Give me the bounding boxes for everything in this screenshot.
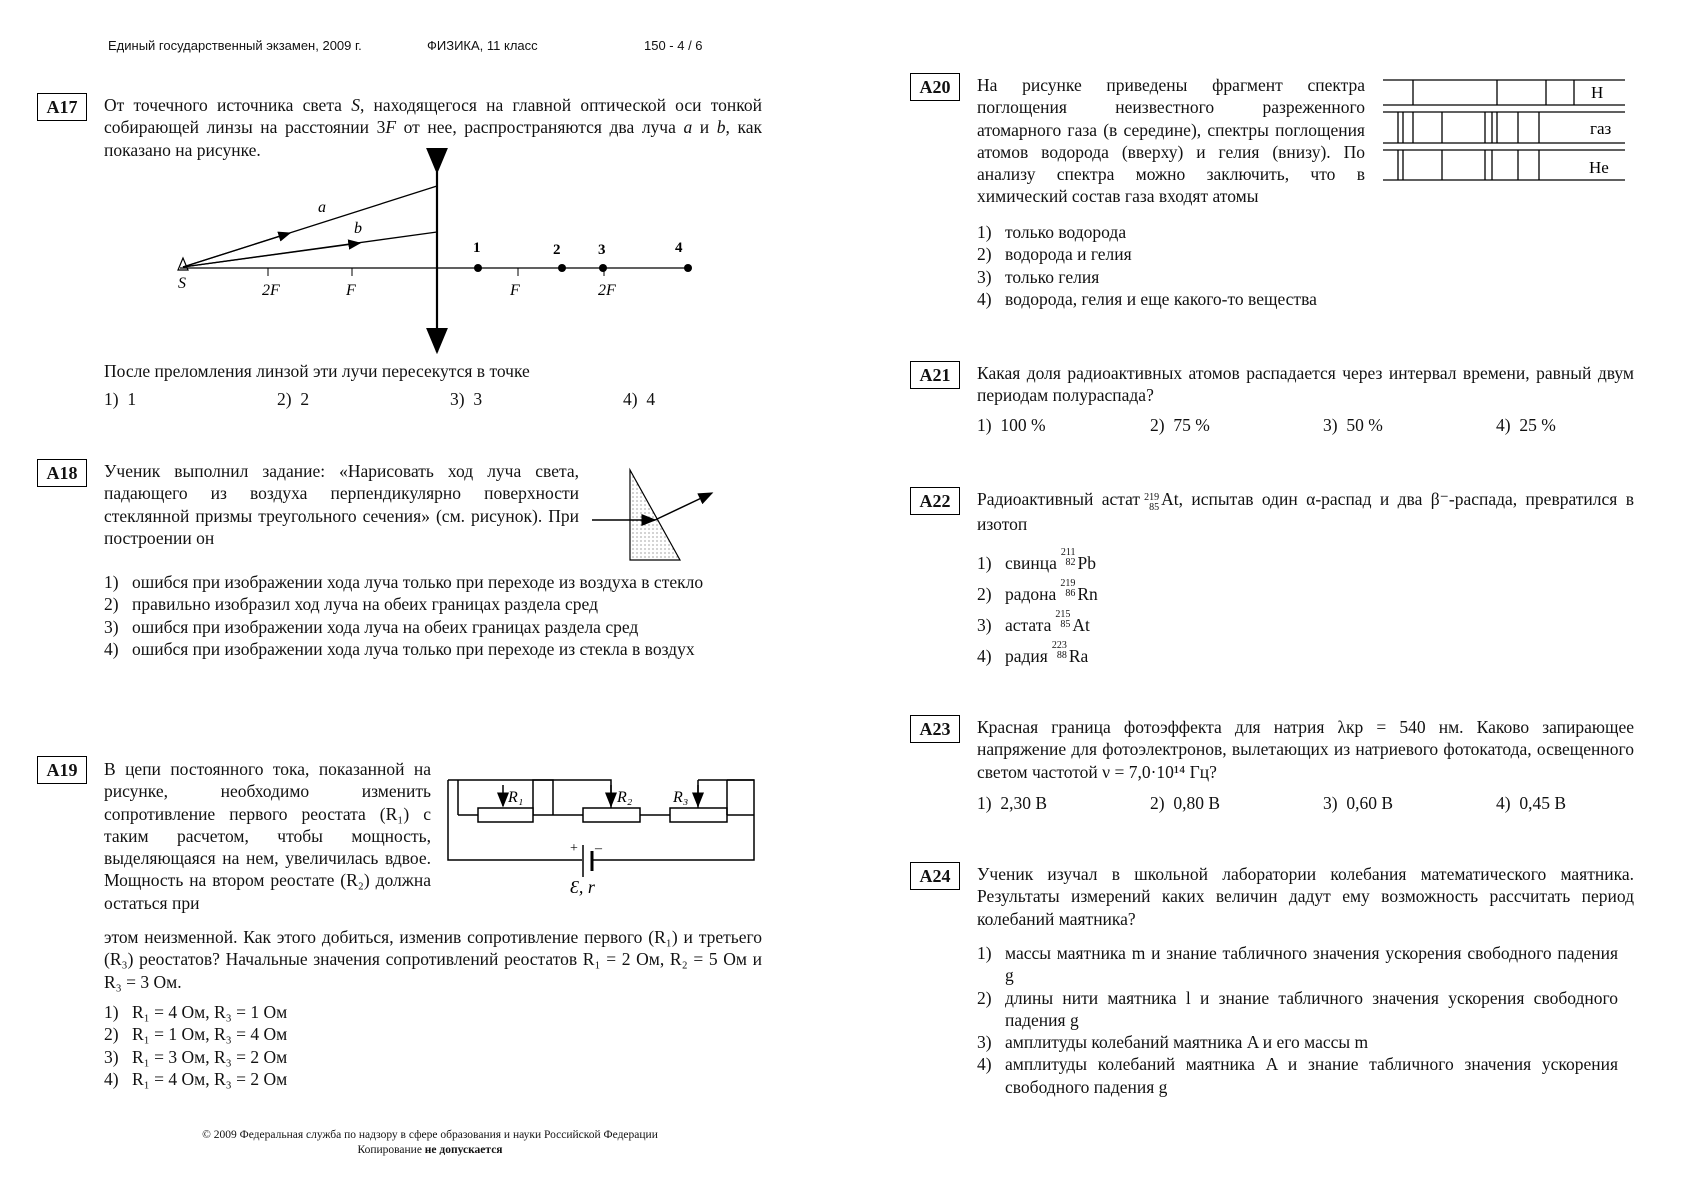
header-subject: ФИЗИКА, 11 класс (427, 38, 538, 53)
question-number-a18: A18 (37, 459, 87, 487)
a24-answer-1: 1) массы маятника m и знание табличного значения ускорения свободного падения g (977, 943, 1618, 986)
a24-answer-2: 2) длины нити маятника l и знание табличного значения ускорения свободного падения g (977, 987, 1618, 1030)
a20-answer-4: 4) водорода, гелия и еще какого-то вещества (977, 288, 1317, 309)
a20-answer-1: 1) только водорода (977, 222, 1127, 242)
spectrum-h-label: H (1591, 83, 1604, 102)
footer-copy-label: Копирование (357, 1144, 425, 1156)
a19-text-bottom: этом неизменной. Как этого добиться, изменив сопротивление первого (R₁) и третьего (R₃) реостатов? Начальные значения сопротивлений реостатов R₁ = 2 Ом, R₂ = 5 Ом и R₃ = 3 Ом. (104, 927, 762, 992)
question-number-a19: A19 (37, 756, 87, 784)
a20-answers (977, 221, 1317, 310)
question-number-a23: A23 (910, 715, 960, 743)
a18-answer-3: 3) ошибся при изображении хода луча на обеих границах раздела сред (104, 616, 639, 637)
footer-copyright: © 2009 Федеральная служба по надзору в сфере образования и науки Российской Федерации (202, 1129, 658, 1141)
ray-b-label: b (354, 220, 362, 237)
a19-text-top: В цепи постоянного тока, показанной на рисунке, необходимо изменить сопротивление первого реостата (R₁) с таким расчетом, чтобы мощность, выделяющаяся на нем, увеличилась вдвое. Мощность на втором реостате (R₂) должна остаться при (104, 759, 431, 913)
a19-answer-3: 3) R₁ = 3 Ом, R₃ = 2 Ом (104, 1046, 288, 1067)
label-2f-left: 2F (262, 282, 280, 299)
a22-answer-1: 1) свинца 211 82 Pb (977, 547, 1097, 573)
a22-answer-4: 4) радия 223 88 Ra (977, 640, 1089, 666)
label-f-right: F (510, 282, 520, 299)
ray-a-label: a (318, 199, 326, 216)
a17-question: После преломления линзой эти лучи пересекутся в точке (104, 361, 530, 381)
a23-text: Красная граница фотоэффекта для натрия λкр = 540 нм. Каково запирающее напряжение для фотоэлектронов, вылетающих из натриевого фотокатода, освещенного светом частотой ν = 7,0·10¹⁴ Гц? (977, 717, 1634, 782)
spectrum-gas-label: газ (1590, 119, 1612, 138)
a20-answer-2: 2) водорода и гелия (977, 244, 1132, 265)
a19-answer-4: 4) R₁ = 4 Ом, R₃ = 2 Ом (104, 1068, 288, 1089)
question-number-a22: A22 (910, 487, 960, 515)
header-exam: Единый государственный экзамен, 2009 г. (108, 38, 362, 53)
a22-answer-3: 3) астата 215 85 At (977, 609, 1090, 635)
source-label: S (178, 275, 186, 292)
spectrum-he-label: He (1589, 158, 1609, 177)
a21-text: Какая доля радиоактивных атомов распадается через интервал времени, равный двум периодам полураспада? (977, 363, 1634, 406)
a20-answer-3: 3) только гелия (977, 266, 1100, 287)
emf-label: Ɛ, r (570, 877, 595, 897)
a22-text: Радиоактивный астат 219 85 At, испытав один α-распад и два β⁻-распада, превратился в изотоп (977, 489, 1634, 534)
a18-answer-4: 4) ошибся при изображении хода луча только при переходе из стекла в воздух (104, 638, 695, 659)
a17-answers: 1) 1 2) 2 3) 3 4) 4 (104, 389, 656, 409)
a24-text: Ученик изучал в школьной лаборатории колебания математического маятника. Результаты измерений каких величин дадут ему возможность рассчитать период колебаний маятника? (977, 864, 1634, 929)
r3-label: R₃ (673, 789, 689, 806)
point-3-label: 3 (598, 242, 606, 258)
question-number-a20: A20 (910, 73, 960, 101)
question-number-a24: A24 (910, 862, 960, 890)
a18-answer-1: 1) ошибся при изображении хода луча только при переходе из воздуха в стекло (104, 572, 704, 592)
a22-answer-2: 2) радона 219 86 Rn (977, 578, 1098, 604)
question-number-a17: A17 (37, 93, 87, 121)
a18-text: Ученик выполнил задание: «Нарисовать ход луча света, падающего из воздуха перпендикулярно поверхности стеклянной призмы треугольного сечения» (см. рисунок). При построении он (104, 461, 579, 548)
plus-sign: + (570, 841, 578, 856)
label-2f-right: 2F (598, 282, 616, 299)
a20-text: На рисунке приведены фрагмент спектра поглощения неизвестного разреженного атомарного газа (в середине), спектры поглощения атомов водорода (вверху) и гелия (внизу). По анализу спектра можно заключить, что в химический состав газа входят атомы (977, 75, 1365, 207)
a21-answers: 1) 100 % 2) 75 % 3) 50 % 4) 25 % (977, 415, 1556, 435)
a18-answer-2: 2) правильно изобразил ход луча на обеих границах раздела сред (104, 594, 598, 615)
point-4-label: 4 (675, 240, 683, 256)
astat-nuclide: 219 85 (1144, 492, 1160, 513)
a24-answer-3: 3) амплитуды колебаний маятника A и его массы m (977, 1032, 1369, 1053)
a17-text: От точечного источника света S, находящегося на главной оптической оси тонкой собирающей линзы на расстоянии 3F от нее, распространяются два луча a и b, как показано на рисунке. (104, 95, 762, 160)
a22-answers (977, 548, 1098, 672)
a23-answers: 1) 2,30 В 2) 0,80 В 3) 0,60 В 4) 0,45 В (977, 793, 1567, 813)
point-1-label: 1 (473, 240, 481, 256)
a19-answer-2: 2) R₁ = 1 Ом, R₃ = 4 Ом (104, 1024, 288, 1045)
question-number-a21: A21 (910, 361, 960, 389)
a24-answer-4: 4) амплитуды колебаний маятника A и знание табличного значения ускорения свободного падения g (977, 1054, 1618, 1097)
minus-sign: – (595, 841, 602, 856)
point-2-label: 2 (553, 242, 561, 258)
a24-answers (977, 942, 1618, 1098)
r1-label: R₁ (508, 789, 524, 806)
r2-label: R₂ (617, 789, 633, 806)
header-page: 150 - 4 / 6 (644, 38, 703, 53)
a19-answer-1: 1) R₁ = 4 Ом, R₃ = 1 Ом (104, 1002, 288, 1022)
label-f-left: F (346, 282, 356, 299)
footer-copy-forbidden: не допускается (424, 1144, 503, 1156)
